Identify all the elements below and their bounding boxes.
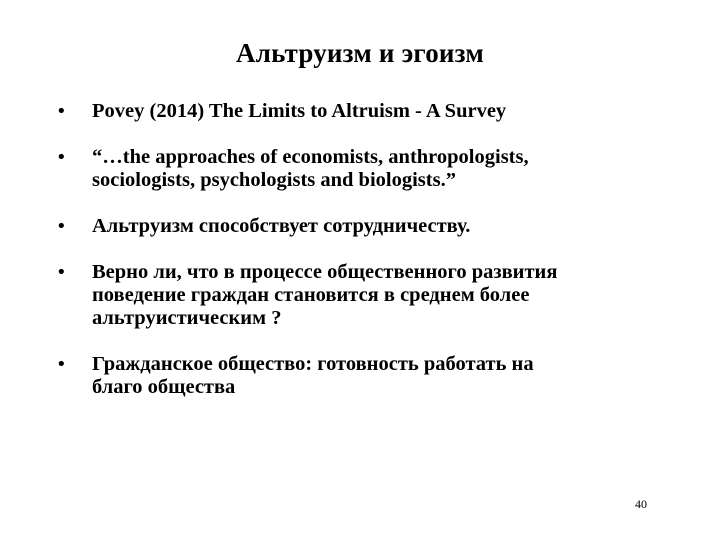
bullet-item bbox=[56, 261, 696, 330]
bullet-dot-icon: • bbox=[56, 262, 67, 283]
bullet-text bbox=[92, 261, 696, 330]
page-number: 40 bbox=[635, 497, 647, 511]
bullet-line: альтруистическим ? bbox=[92, 307, 282, 329]
bullet-text bbox=[92, 215, 696, 238]
bullet-line: Альтруизм способствует сотрудничеству. bbox=[92, 215, 471, 237]
bullet-dot-icon: • bbox=[56, 216, 67, 237]
bullet-dot-icon: • bbox=[56, 147, 67, 168]
bullet-line: благо общества bbox=[92, 376, 236, 398]
bullet-item bbox=[56, 100, 696, 123]
bullet-item bbox=[56, 215, 696, 238]
bullet-text bbox=[92, 353, 696, 399]
slide-title: Альтруизм и эгоизм bbox=[236, 38, 484, 68]
bullet-line: Povey (2014) The Limits to Altruism - A Survey bbox=[92, 100, 507, 122]
bullet-line: Верно ли, что в процессе общественного развития bbox=[92, 261, 558, 283]
bullet-text bbox=[92, 146, 696, 192]
bullet-dot-icon: • bbox=[56, 354, 67, 375]
bullet-list bbox=[56, 100, 696, 422]
bullet-dot-icon: • bbox=[56, 101, 67, 122]
bullet-line: “…the approaches of economists, anthropologists, bbox=[92, 146, 529, 168]
bullet-line: Гражданское общество: готовность работать на bbox=[92, 353, 534, 375]
bullet-line: sociologists, psychologists and biologists.” bbox=[92, 169, 456, 191]
bullet-item bbox=[56, 353, 696, 399]
bullet-item bbox=[56, 146, 696, 192]
bullet-text bbox=[92, 100, 696, 123]
bullet-line: поведение граждан становится в среднем более bbox=[92, 284, 530, 306]
